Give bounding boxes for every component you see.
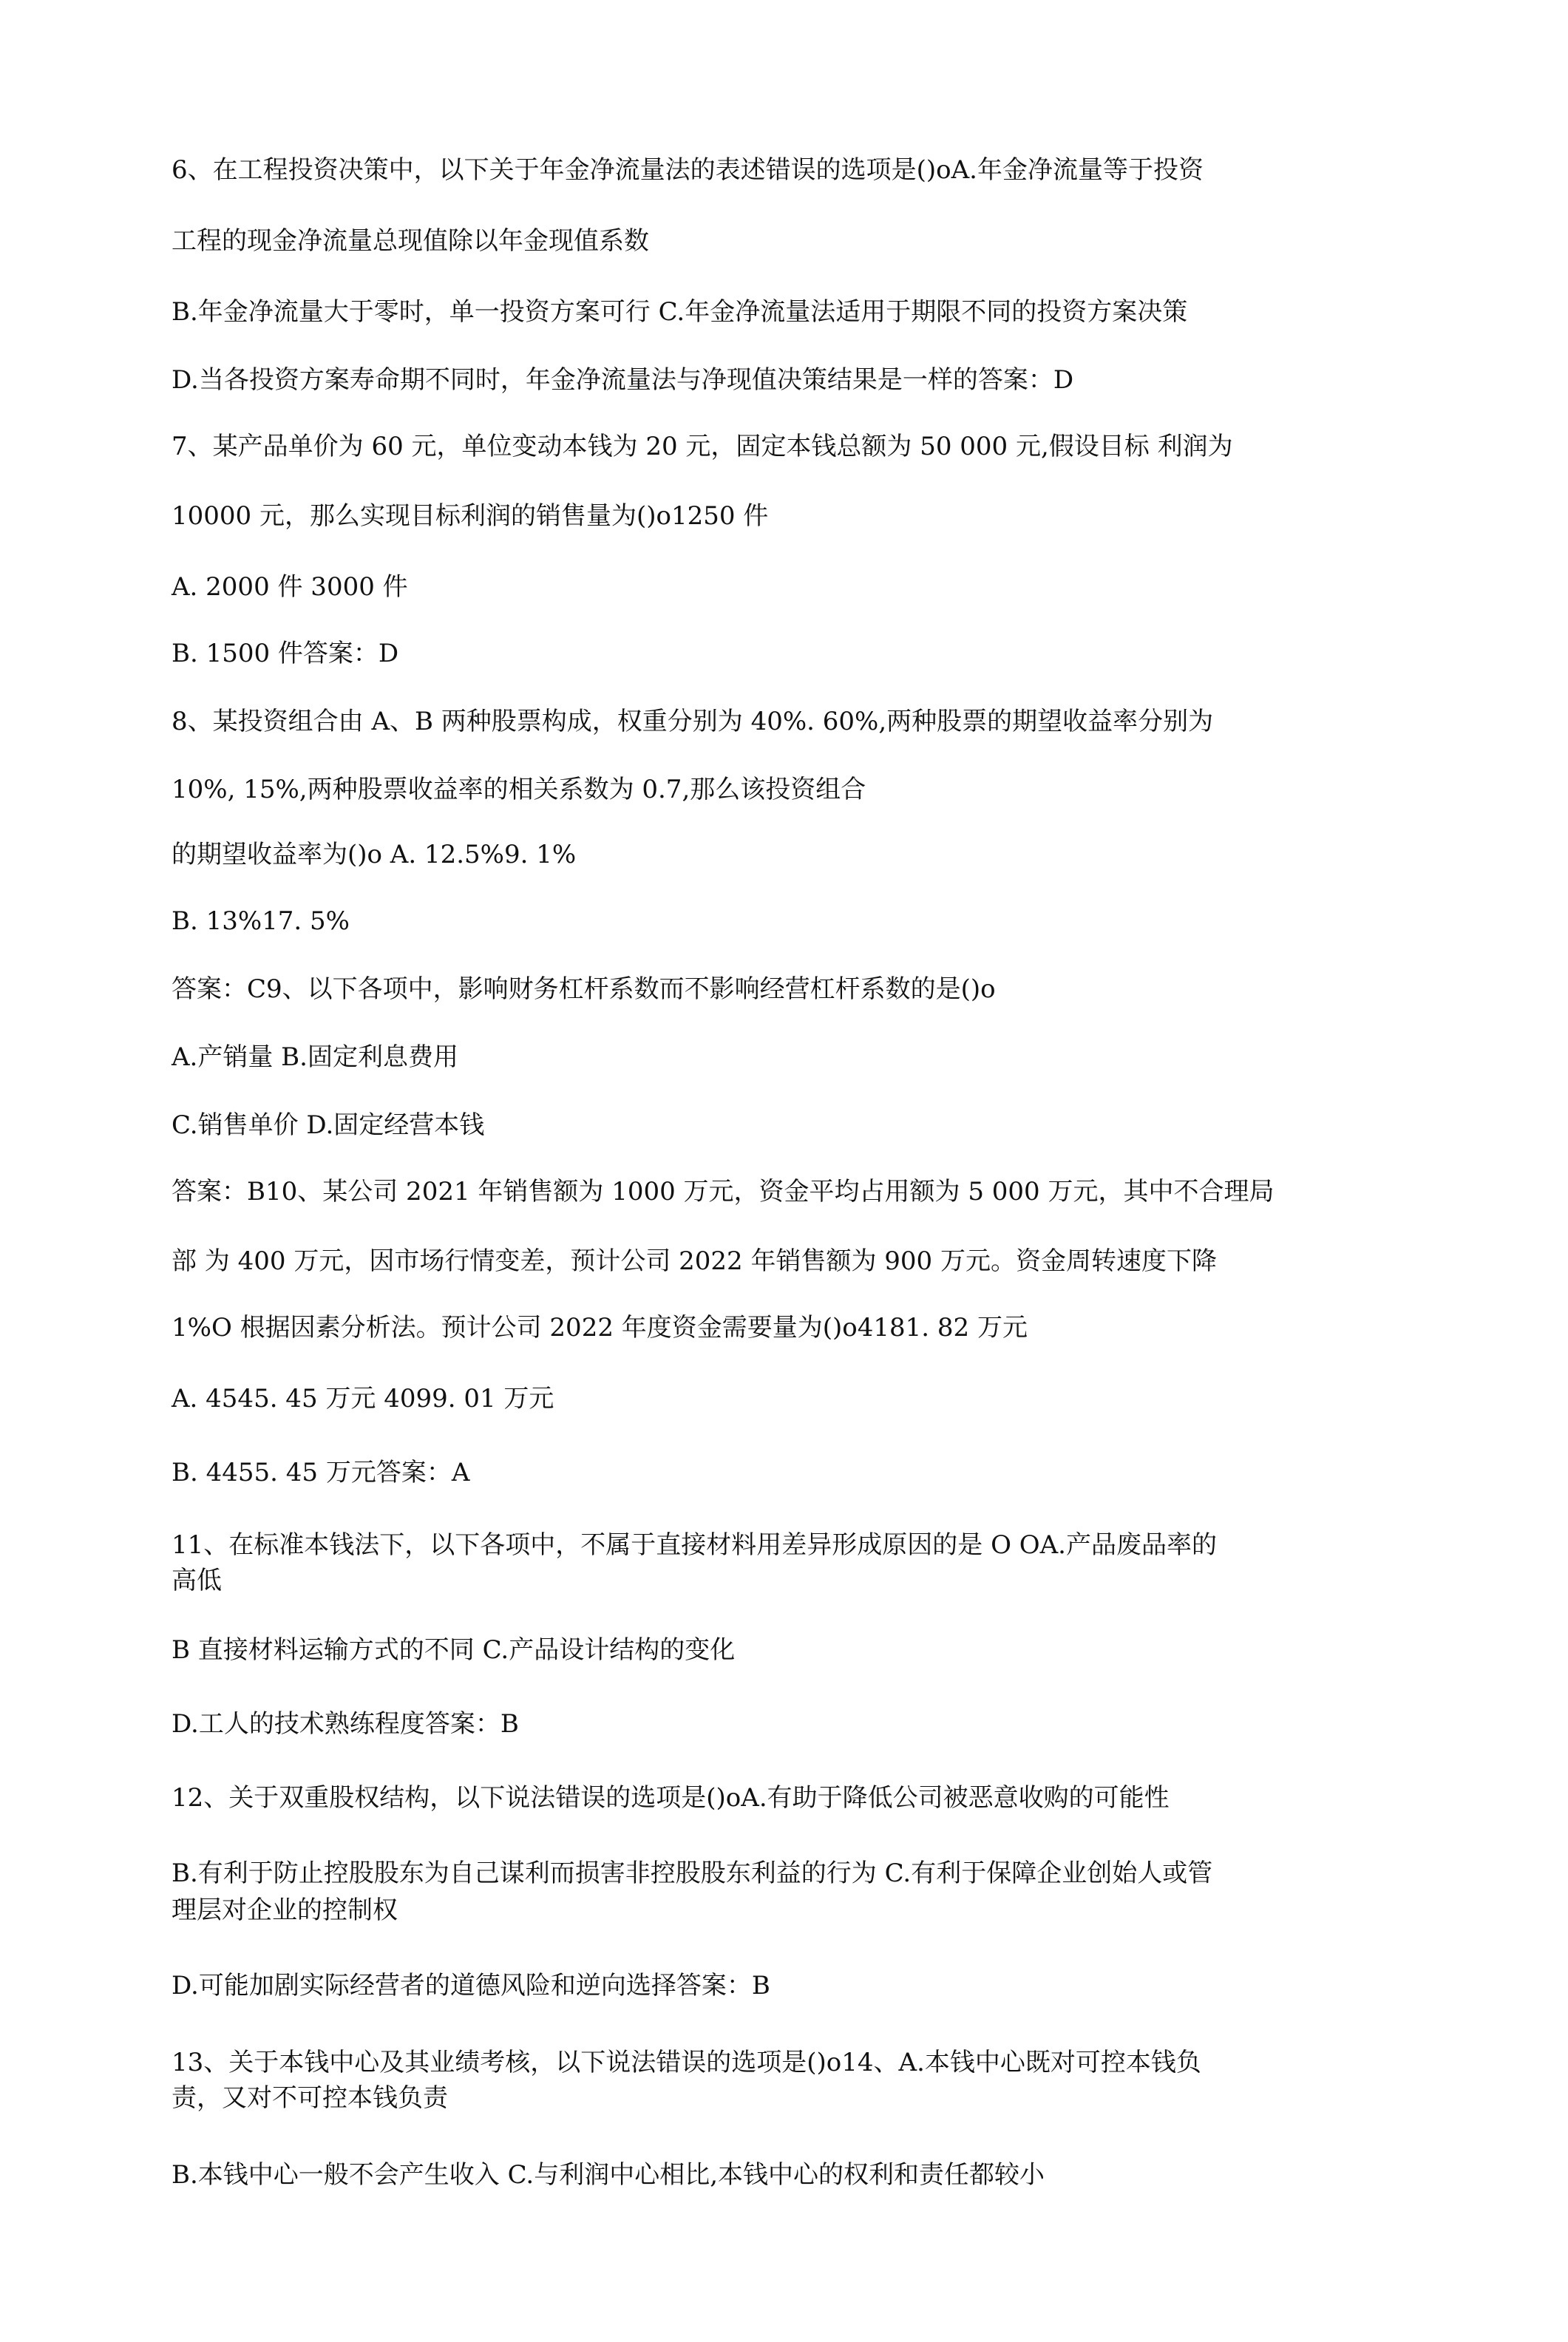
text-line: B.本钱中心一般不会产生收入 C.与利润中心相比,本钱中心的权利和责任都较小 <box>172 2160 1045 2190</box>
text-line: 10000 元，那么实现目标利润的销售量为()o1250 件 <box>172 501 769 531</box>
text-line: 答案：B10、某公司 2021 年销售额为 1000 万元，资金平均占用额为 5 000 万元，其中不合理局 <box>172 1177 1275 1206</box>
text-line: B 直接材料运输方式的不同 C.产品设计结构的变化 <box>172 1635 736 1665</box>
text-line: 13、关于本钱中心及其业绩考核，以下说法错误的选项是()o14、A.本钱中心既对可控本钱负 <box>172 2048 1201 2077</box>
text-line: D.当各投资方案寿命期不同时，年金净流量法与净现值决策结果是一样的答案：D <box>172 365 1074 395</box>
text-line: 10%, 15%,两种股票收益率的相关系数为 0.7,那么该投资组合 <box>172 775 866 804</box>
text-line: 12、关于双重股权结构，以下说法错误的选项是()oA.有助于降低公司被恶意收购的可能性 <box>172 1783 1170 1813</box>
text-line: 6、在工程投资决策中，以下关于年金净流量法的表述错误的选项是()oA.年金净流量等于投资 <box>172 155 1204 185</box>
text-line: B. 1500 件答案：D <box>172 639 399 668</box>
text-line: 工程的现金净流量总现值除以年金现值系数 <box>172 226 649 256</box>
text-line: 理层对企业的控制权 <box>172 1895 398 1925</box>
text-line: 部 为 400 万元，因市场行情变差，预计公司 2022 年销售额为 900 万元。资金周转速度下降 <box>172 1246 1217 1276</box>
text-line: A.产销量 B.固定利息费用 <box>172 1042 458 1072</box>
text-line: B.年金净流量大于零时，单一投资方案可行 C.年金净流量法适用于期限不同的投资方案决策 <box>172 297 1188 327</box>
text-line: B. 4455. 45 万元答案：A <box>172 1458 470 1487</box>
text-line: 高低 <box>172 1566 222 1595</box>
text-line: B.有利于防止控股股东为自己谋利而损害非控股股东利益的行为 C.有利于保障企业创始人或管 <box>172 1859 1213 1888</box>
text-line: B. 13%17. 5% <box>172 906 350 936</box>
text-line: 答案：C9、以下各项中，影响财务杠杆系数而不影响经营杠杆系数的是()o <box>172 974 996 1004</box>
text-line: D.工人的技术熟练程度答案：B <box>172 1709 519 1739</box>
text-line: 的期望收益率为()o A. 12.5%9. 1% <box>172 840 577 869</box>
text-line: A. 4545. 45 万元 4099. 01 万元 <box>172 1384 554 1413</box>
text-line: 11、在标准本钱法下，以下各项中，不属于直接材料用差异形成原因的是 O OA.产品废品率的 <box>172 1530 1217 1560</box>
text-line: 8、某投资组合由 A、B 两种股票构成，权重分别为 40%. 60%,两种股票的期望收益率分别为 <box>172 707 1214 736</box>
text-line: 责，又对不可控本钱负责 <box>172 2083 448 2113</box>
text-line: 7、某产品单价为 60 元，单位变动本钱为 20 元，固定本钱总额为 50 000 元,假设目标 利润为 <box>172 432 1233 461</box>
text-line: C.销售单价 D.固定经营本钱 <box>172 1110 485 1140</box>
text-line: 1%O 根据因素分析法。预计公司 2022 年度资金需要量为()o4181. 82 万元 <box>172 1313 1028 1343</box>
text-line: A. 2000 件 3000 件 <box>172 572 408 602</box>
text-line: D.可能加剧实际经营者的道德风险和逆向选择答案：B <box>172 1971 770 2000</box>
